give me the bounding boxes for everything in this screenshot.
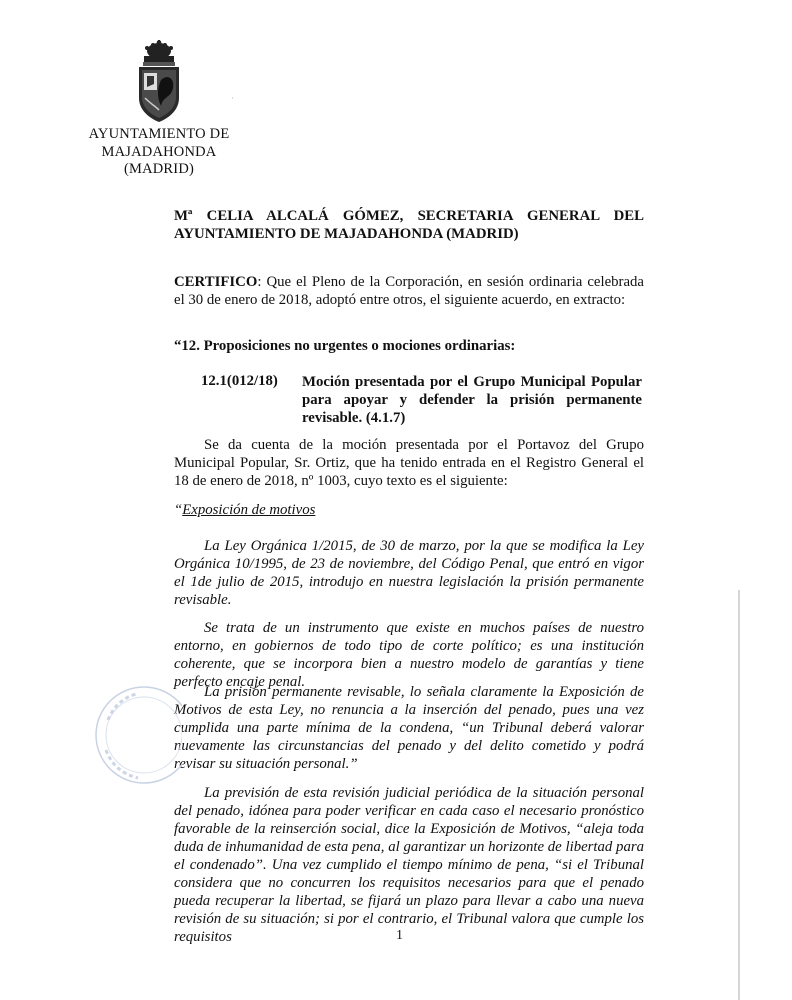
official-stamp-icon	[86, 680, 182, 790]
org-line-2: MAJADAHONDA	[101, 143, 217, 160]
certifico-label: CERTIFICO	[174, 274, 258, 290]
org-line-3: (MADRID)	[123, 161, 195, 177]
paragraph-4: La previsión de esta revisión judicial periódica de la situación personal del penado, idónea para poder verificar en cada caso el necesario pronóstico favorable de la reinserción social, dice la Exposición de Motivos, “aleja toda duda de inhumanidad de esta pena, al garantizar un horizonte de libertad para el condenado”. Una vez cumplido el tiempo mínimo de pena, “si el Tribunal considera que no concurren los requisitos necesarios para que el penado pueda recuperar la libertad, se fijará un plazo para llevar a cabo una nueva revisión de su situación; si por el contrario, el Tribunal valora que cumple los requisitos	[174, 785, 644, 945]
page-number: 1	[396, 928, 403, 943]
exposicion-heading: Exposición de motivos	[182, 502, 316, 518]
secretary-line-1: Mª CELIA ALCALÁ GÓMEZ, SECRETARIA GENERAL DEL	[174, 208, 644, 224]
certifico-paragraph	[174, 273, 644, 309]
opening-quote: “	[174, 502, 183, 518]
paragraph-2: Se trata de un instrumento que existe en muchos países de nuestro entorno, en gobiernos de todo tipo de corte político; es una institución coherente, que se incorpora bien a nuestro modelo de garantías y tiene perfecto encaje penal.	[174, 620, 644, 690]
intro-paragraph: Se da cuenta de la moción presentada por el Portavoz del Grupo Municipal Popular, Sr. Ortiz, que ha tenido entrada en el Registro General el 18 de enero de 2018, nº 1003, cuyo texto es el siguiente:	[174, 437, 644, 489]
certifico-text: : Que el Pleno de la Corporación, en sesión ordinaria celebrada el 30 de enero de 2018, adoptó entre otros, el siguiente acuerdo, en extracto:	[174, 274, 644, 308]
speck: ·	[231, 94, 234, 103]
org-line-1: AYUNTAMIENTO DE	[88, 126, 230, 142]
mocion-title: Moción presentada por el Grupo Municipal Popular para apoyar y defender la prisión permanente revisable. (4.1.7)	[302, 374, 642, 426]
exposicion-heading-line	[174, 501, 644, 519]
paragraph-1: La Ley Orgánica 1/2015, de 30 de marzo, por la que se modifica la Ley Orgánica 10/1995, de 23 de noviembre, del Código Penal, que entró en vigor el 1de julio de 2015, introdujo en nuestra legislación la prisión permanente revisable.	[174, 538, 644, 608]
section-heading: “12. Proposiciones no urgentes o mociones ordinarias:	[174, 338, 516, 354]
municipality-header	[74, 126, 244, 179]
mocion-number: 12.1(012/18)	[201, 373, 278, 389]
coat-of-arms-icon	[131, 40, 187, 126]
secretary-title	[174, 207, 644, 243]
paragraph-3: La prisión permanente revisable, lo señala claramente la Exposición de Motivos de esta Ley, no renuncia a la inserción del penado, pues una vez cumplida una parte mínima de la condena, “un Tribunal deberá valorar nuevamente las circunstancias del penado y del delito cometido y podrá revisar su situación personal.”	[174, 684, 644, 772]
scan-edge-line	[738, 590, 740, 1000]
secretary-line-2: AYUNTAMIENTO DE MAJADAHONDA (MADRID)	[174, 226, 519, 242]
